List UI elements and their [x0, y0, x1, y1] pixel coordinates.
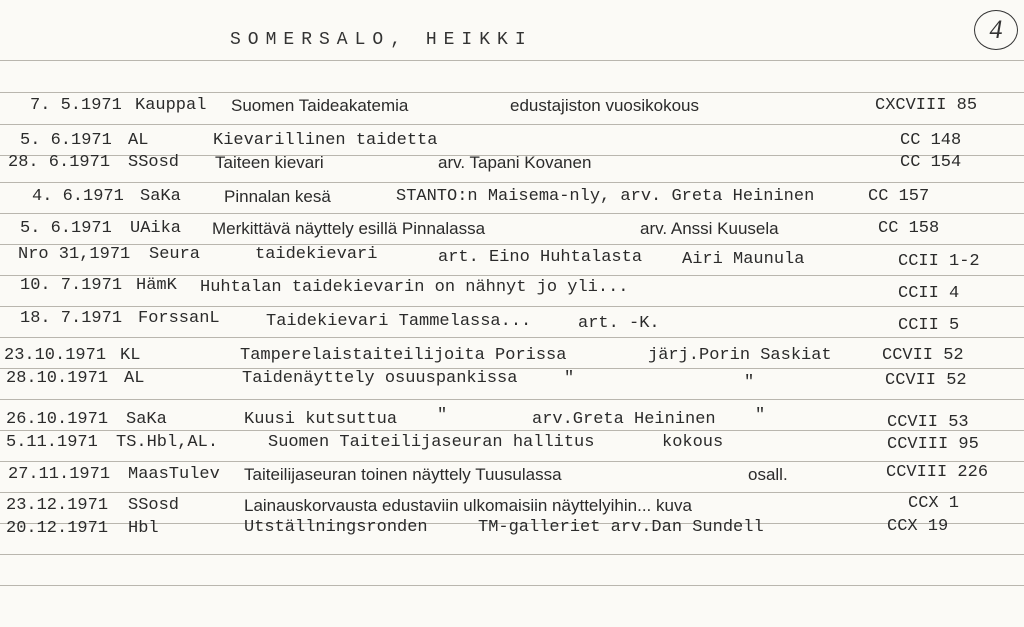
entry-extra: arv.Greta Heininen	[532, 410, 716, 429]
rule-line	[0, 124, 1024, 125]
page-number-circle: 4	[974, 10, 1018, 50]
entry-date: Nro 31,1971	[18, 245, 131, 264]
entry-date: 28.10.1971	[6, 369, 109, 388]
entry-date: 23.12.1971	[6, 496, 109, 515]
entry-ref: CCII 5	[898, 316, 960, 335]
entry-ref: CCVIII 95	[887, 435, 979, 454]
entry-date: 26.10.1971	[6, 410, 109, 429]
entry-source: SaKa	[126, 410, 167, 429]
entry-source: KL	[120, 346, 141, 365]
entry-note: järj.Porin Saskiat	[648, 346, 832, 365]
entry-ref: CCVII 52	[882, 346, 964, 365]
entry-ref: CCVIII 226	[886, 463, 989, 482]
rule-line	[0, 92, 1024, 93]
rule-line	[0, 461, 1024, 462]
entry-ref: CCX 1	[908, 494, 960, 513]
entry-note: osall.	[748, 465, 788, 484]
rule-line	[0, 554, 1024, 555]
entry-note: "	[564, 369, 575, 388]
entry-source: Seura	[149, 245, 201, 264]
entry-note: kokous	[662, 433, 724, 452]
entry-ref: CCX 19	[887, 517, 949, 536]
entry-note: "	[437, 406, 448, 425]
entry-source: HämK	[136, 276, 177, 295]
entry-title: Utställningsronden	[244, 518, 428, 537]
rule-line	[0, 492, 1024, 493]
entry-title: Taiteen kievari	[215, 153, 324, 172]
entry-ref: CC 154	[900, 153, 962, 172]
entry-source: Kauppal	[135, 96, 207, 115]
entry-source: SSosd	[128, 496, 180, 515]
entry-source: UAika	[130, 219, 182, 238]
entry-date: 27.11.1971	[8, 465, 111, 484]
rule-line	[0, 585, 1024, 586]
rule-line	[0, 337, 1024, 338]
entry-title: Taiteilijaseuran toinen näyttely Tuusulassa	[244, 465, 562, 484]
entry-source: SaKa	[140, 187, 181, 206]
entry-ref: CC 158	[878, 219, 940, 238]
entry-title: Huhtalan taidekievarin on nähnyt jo yli...	[200, 278, 629, 297]
entry-date: 10. 7.1971	[20, 276, 123, 295]
entry-title: Kuusi kutsuttua	[244, 410, 398, 429]
entry-title: Taidekievari Tammelassa...	[266, 312, 532, 331]
entry-note: TM-galleriet arv.Dan Sundell	[478, 518, 764, 537]
entry-title: taidekievari	[255, 245, 378, 264]
entry-title: Merkittävä näyttely esillä Pinnalassa	[212, 219, 486, 238]
entry-source: MaasTulev	[128, 465, 220, 484]
rule-line	[0, 182, 1024, 183]
entry-title: Suomen Taideakatemia	[231, 96, 409, 115]
entry-note: arv. Anssi Kuusela	[640, 219, 779, 238]
entry-ref: CCVII 52	[885, 371, 967, 390]
entry-date: 5.11.1971	[6, 433, 98, 452]
entry-note: art. -K.	[578, 314, 660, 333]
entry-title: Kievarillinen taidetta	[213, 131, 438, 150]
entry-title: Lainauskorvausta edustaviin ulkomaisiin näyttelyihin... kuva	[244, 496, 692, 515]
entry-source: AL	[128, 131, 149, 150]
entry-ref: CC 157	[868, 187, 930, 206]
entry-ref: CCII 4	[898, 284, 960, 303]
entry-extra: "	[744, 373, 755, 392]
entry-title: Pinnalan kesä	[224, 187, 331, 206]
entry-note: arv. Tapani Kovanen	[438, 153, 592, 172]
entry-note: edustajiston vuosikokous	[510, 96, 700, 115]
entry-extra2: "	[755, 406, 766, 425]
rule-line	[0, 60, 1024, 61]
entry-date: 4. 6.1971	[32, 187, 124, 206]
entry-source: ForssanL	[138, 309, 220, 328]
entry-ref: CCII 1-2	[898, 252, 980, 271]
rule-line	[0, 399, 1024, 400]
rule-line	[0, 306, 1024, 307]
entry-source: AL	[124, 369, 145, 388]
entry-note: STANTO:n Maisema-nly, arv. Greta Heininen	[396, 187, 815, 206]
entry-ref: CC 148	[900, 131, 962, 150]
entry-extra: Airi Maunula	[682, 250, 805, 269]
entry-date: 23.10.1971	[4, 346, 107, 365]
entry-date: 5. 6.1971	[20, 131, 112, 150]
card-title: SOMERSALO, HEIKKI	[230, 30, 533, 50]
entry-date: 18. 7.1971	[20, 309, 123, 328]
entry-date: 7. 5.1971	[30, 96, 122, 115]
rule-line	[0, 430, 1024, 431]
entry-ref: CCVII 53	[887, 413, 969, 432]
entry-ref: CXCVIII 85	[875, 96, 978, 115]
entry-source: SSosd	[128, 153, 180, 172]
rule-line	[0, 213, 1024, 214]
entry-date: 20.12.1971	[6, 519, 109, 538]
entry-date: 5. 6.1971	[20, 219, 112, 238]
entry-title: Taidenäyttely osuuspankissa	[242, 369, 518, 388]
entry-title: Tamperelaistaiteilijoita Porissa	[240, 346, 567, 365]
entry-note: art. Eino Huhtalasta	[438, 248, 643, 267]
entry-date: 28. 6.1971	[8, 153, 111, 172]
entry-title: Suomen Taiteilijaseuran hallitus	[268, 433, 595, 452]
entry-source: TS.Hbl,AL.	[116, 433, 219, 452]
entry-source: Hbl	[128, 519, 159, 538]
